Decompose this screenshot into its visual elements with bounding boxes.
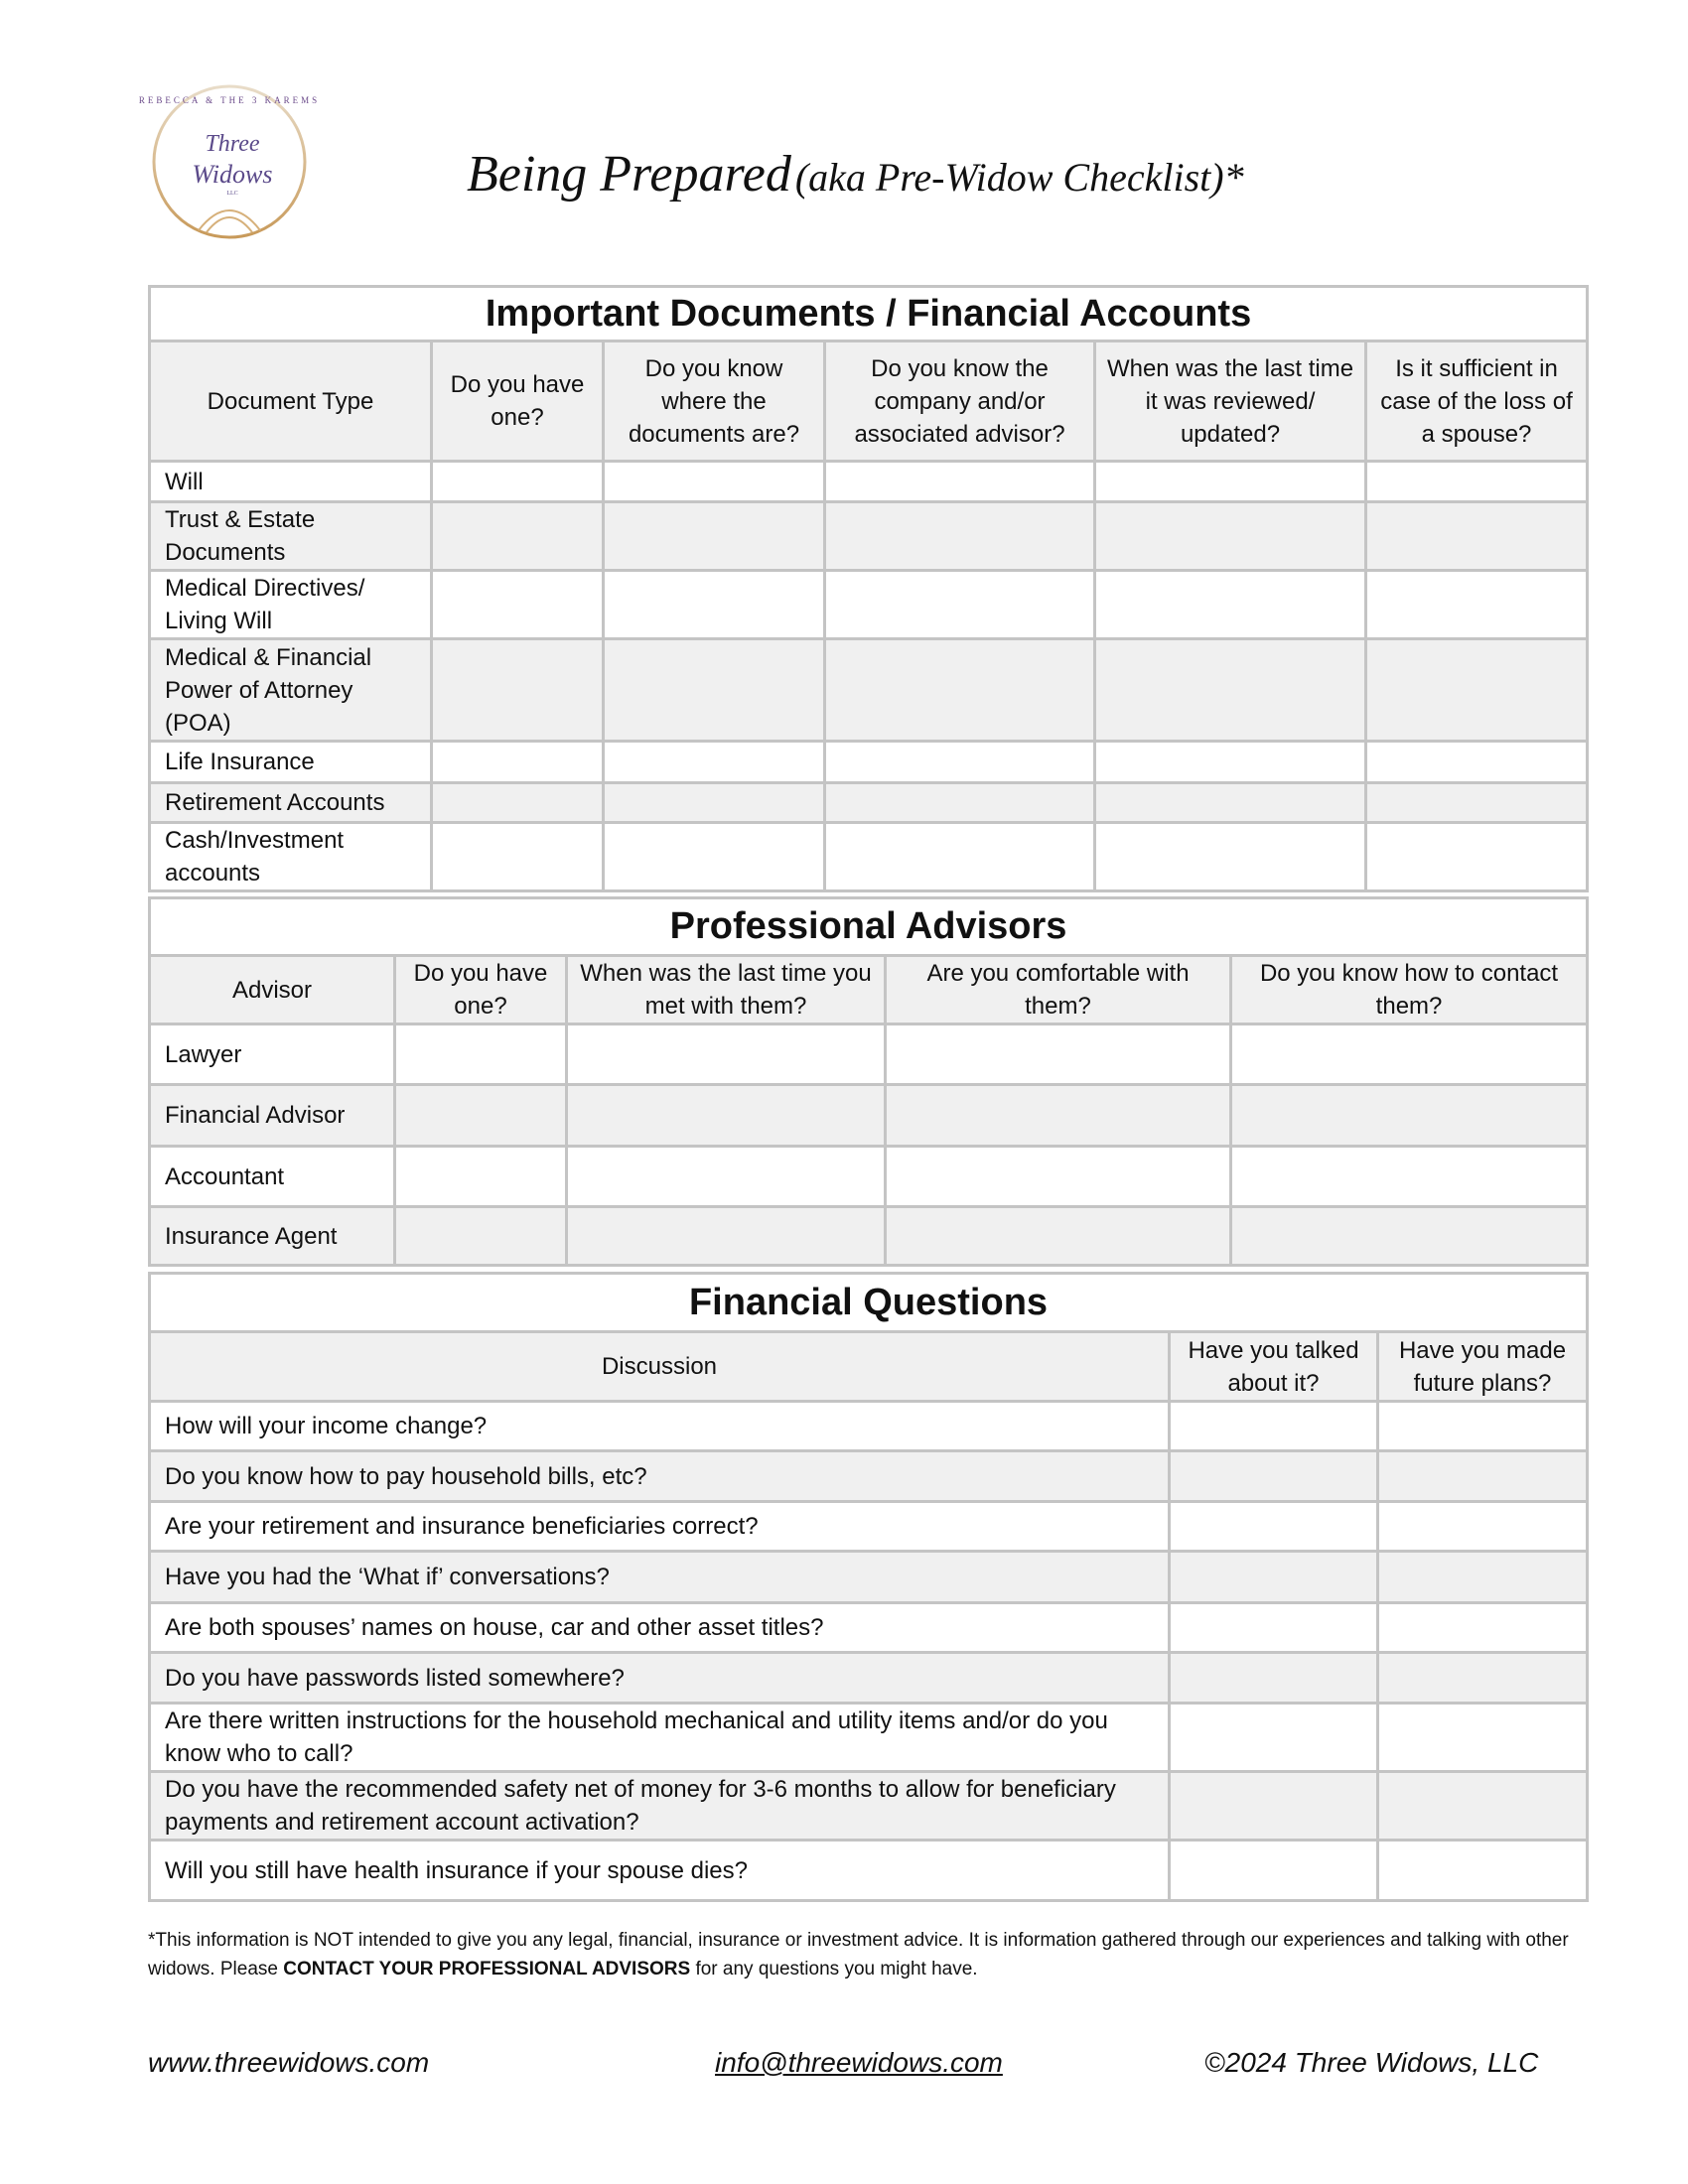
answer-cell[interactable]: [825, 783, 1095, 823]
answer-cell[interactable]: [395, 1207, 567, 1266]
column-header: Is it sufficient in case of the loss of a spouse?: [1366, 341, 1588, 462]
disclaimer-text: *This information is NOT intended to give you any legal, financial, insurance or investment advice. It is information gathered through our experiences and talking with other widows. Please: [148, 1930, 1569, 1979]
column-header: Have you made future plans?: [1378, 1332, 1588, 1402]
answer-cell[interactable]: [432, 502, 604, 571]
answer-cell[interactable]: [1378, 1402, 1588, 1451]
row-label: Have you had the ‘What if’ conversations?: [150, 1552, 1170, 1603]
table-row: [150, 1207, 1588, 1266]
row-label: Are there written instructions for the household mechanical and utility items and/or do you know who to call?: [150, 1704, 1170, 1772]
answer-cell[interactable]: [1231, 1207, 1588, 1266]
answer-cell[interactable]: [1366, 639, 1588, 742]
answer-cell[interactable]: [1095, 823, 1366, 891]
svg-text:Widows: Widows: [192, 160, 273, 189]
page-title: [467, 145, 1244, 204]
column-header: Do you know where the documents are?: [604, 341, 825, 462]
table-row: [150, 1603, 1588, 1653]
answer-cell[interactable]: [1231, 1024, 1588, 1085]
column-header: Document Type: [150, 341, 432, 462]
table-row: [150, 1024, 1588, 1085]
title-main: Being Prepared: [467, 146, 791, 203]
row-label: Retirement Accounts: [150, 783, 432, 823]
answer-cell[interactable]: [432, 462, 604, 502]
answer-cell[interactable]: [1378, 1841, 1588, 1901]
answer-cell[interactable]: [432, 571, 604, 639]
table-row: [150, 1085, 1588, 1147]
row-label: Medical & Financial Power of Attorney (POA): [150, 639, 432, 742]
table-row: [150, 1451, 1588, 1502]
answer-cell[interactable]: [1170, 1772, 1378, 1841]
answer-cell[interactable]: [1095, 639, 1366, 742]
answer-cell[interactable]: [567, 1147, 886, 1207]
answer-cell[interactable]: [604, 742, 825, 783]
answer-cell[interactable]: [1378, 1552, 1588, 1603]
table-row: [150, 1147, 1588, 1207]
answer-cell[interactable]: [1231, 1085, 1588, 1147]
answer-cell[interactable]: [604, 571, 825, 639]
answer-cell[interactable]: [432, 783, 604, 823]
answer-cell[interactable]: [1366, 783, 1588, 823]
answer-cell[interactable]: [1170, 1841, 1378, 1901]
column-header: Do you know how to contact them?: [1231, 956, 1588, 1024]
row-label: Insurance Agent: [150, 1207, 395, 1266]
table-row: [150, 1502, 1588, 1552]
answer-cell[interactable]: [1095, 502, 1366, 571]
row-label: Are your retirement and insurance beneficiaries correct?: [150, 1502, 1170, 1552]
column-header: Do you know the company and/or associated advisor?: [825, 341, 1095, 462]
answer-cell[interactable]: [395, 1024, 567, 1085]
answer-cell[interactable]: [1095, 783, 1366, 823]
answer-cell[interactable]: [567, 1207, 886, 1266]
table-row: [150, 1772, 1588, 1841]
column-header: Are you comfortable with them?: [886, 956, 1231, 1024]
answer-cell[interactable]: [1378, 1704, 1588, 1772]
answer-cell[interactable]: [1170, 1704, 1378, 1772]
copyright: ©2024 Three Widows, LLC: [1204, 2047, 1539, 2078]
table-row: [150, 462, 1588, 502]
column-header: Do you have one?: [395, 956, 567, 1024]
answer-cell[interactable]: [1170, 1451, 1378, 1502]
row-label: How will your income change?: [150, 1402, 1170, 1451]
answer-cell[interactable]: [395, 1147, 567, 1207]
answer-cell[interactable]: [604, 639, 825, 742]
answer-cell[interactable]: [1366, 742, 1588, 783]
answer-cell[interactable]: [1170, 1402, 1378, 1451]
row-label: Cash/Investment accounts: [150, 823, 432, 891]
table-row: [150, 639, 1588, 742]
answer-cell[interactable]: [1170, 1552, 1378, 1603]
column-header: When was the last time it was reviewed/ updated?: [1095, 341, 1366, 462]
table-row: [150, 1704, 1588, 1772]
answer-cell[interactable]: [825, 571, 1095, 639]
answer-cell[interactable]: [1366, 462, 1588, 502]
row-label: Trust & Estate Documents: [150, 502, 432, 571]
table-row: [150, 1402, 1588, 1451]
svg-text:Three: Three: [205, 131, 260, 157]
answer-cell[interactable]: [886, 1024, 1231, 1085]
answer-cell[interactable]: [432, 742, 604, 783]
svg-text:LLC: LLC: [226, 191, 238, 197]
section-title: Important Documents / Financial Accounts: [150, 287, 1588, 341]
section-title: Financial Questions: [150, 1274, 1588, 1332]
answer-cell[interactable]: [395, 1085, 567, 1147]
answer-cell[interactable]: [1095, 571, 1366, 639]
answer-cell[interactable]: [567, 1024, 886, 1085]
answer-cell[interactable]: [825, 742, 1095, 783]
row-label: Do you have passwords listed somewhere?: [150, 1653, 1170, 1704]
row-label: Will you still have health insurance if your spouse dies?: [150, 1841, 1170, 1901]
answer-cell[interactable]: [825, 502, 1095, 571]
column-header: Do you have one?: [432, 341, 604, 462]
table-row: [150, 502, 1588, 571]
column-header: Have you talked about it?: [1170, 1332, 1378, 1402]
table-row: [150, 571, 1588, 639]
answer-cell[interactable]: [1378, 1772, 1588, 1841]
table-row: [150, 1653, 1588, 1704]
questions-table: [148, 1272, 1589, 1902]
answer-cell[interactable]: [1170, 1653, 1378, 1704]
row-label: Will: [150, 462, 432, 502]
answer-cell[interactable]: [1366, 823, 1588, 891]
answer-cell[interactable]: [1231, 1147, 1588, 1207]
column-header: Discussion: [150, 1332, 1170, 1402]
website-link[interactable]: www.threewidows.com: [148, 2047, 430, 2078]
table-row: [150, 742, 1588, 783]
row-label: Life Insurance: [150, 742, 432, 783]
row-label: Medical Directives/ Living Will: [150, 571, 432, 639]
documents-table: [148, 285, 1589, 892]
disclaimer-emphasis: CONTACT YOUR PROFESSIONAL ADVISORS: [283, 1959, 691, 1979]
answer-cell[interactable]: [1170, 1502, 1378, 1552]
column-header: Advisor: [150, 956, 395, 1024]
row-label: Are both spouses’ names on house, car and other asset titles?: [150, 1603, 1170, 1653]
answer-cell[interactable]: [432, 639, 604, 742]
answer-cell[interactable]: [1366, 571, 1588, 639]
answer-cell[interactable]: [825, 462, 1095, 502]
answer-cell[interactable]: [1095, 742, 1366, 783]
svg-text:REBECCA & THE 3 KAREMS: REBECCA & THE 3 KAREMS: [138, 95, 321, 105]
column-header: When was the last time you met with them?: [567, 956, 886, 1024]
row-label: Do you know how to pay household bills, etc?: [150, 1451, 1170, 1502]
answer-cell[interactable]: [1378, 1603, 1588, 1653]
disclaimer: [148, 1926, 1578, 1983]
row-label: Lawyer: [150, 1024, 395, 1085]
answer-cell[interactable]: [604, 783, 825, 823]
email-link[interactable]: info@threewidows.com: [715, 2047, 1003, 2078]
table-row: [150, 823, 1588, 891]
row-label: Accountant: [150, 1147, 395, 1207]
answer-cell[interactable]: [825, 639, 1095, 742]
table-row: [150, 1552, 1588, 1603]
answer-cell[interactable]: [886, 1085, 1231, 1147]
answer-cell[interactable]: [432, 823, 604, 891]
answer-cell[interactable]: [825, 823, 1095, 891]
answer-cell[interactable]: [1170, 1603, 1378, 1653]
answer-cell[interactable]: [886, 1207, 1231, 1266]
answer-cell[interactable]: [1378, 1502, 1588, 1552]
three-widows-logo: [138, 81, 321, 242]
disclaimer-text-end: for any questions you might have.: [690, 1959, 978, 1979]
answer-cell[interactable]: [886, 1147, 1231, 1207]
answer-cell[interactable]: [604, 462, 825, 502]
answer-cell[interactable]: [1378, 1653, 1588, 1704]
answer-cell[interactable]: [1366, 502, 1588, 571]
section-title: Professional Advisors: [150, 898, 1588, 956]
answer-cell[interactable]: [1095, 462, 1366, 502]
title-sub: (aka Pre-Widow Checklist)*: [794, 155, 1244, 200]
row-label: Do you have the recommended safety net of money for 3-6 months to allow for beneficiary payments and retirement account activation?: [150, 1772, 1170, 1841]
answer-cell[interactable]: [1378, 1451, 1588, 1502]
answer-cell[interactable]: [604, 502, 825, 571]
answer-cell[interactable]: [567, 1085, 886, 1147]
table-row: [150, 783, 1588, 823]
advisors-table: [148, 896, 1589, 1267]
answer-cell[interactable]: [604, 823, 825, 891]
table-row: [150, 1841, 1588, 1901]
row-label: Financial Advisor: [150, 1085, 395, 1147]
